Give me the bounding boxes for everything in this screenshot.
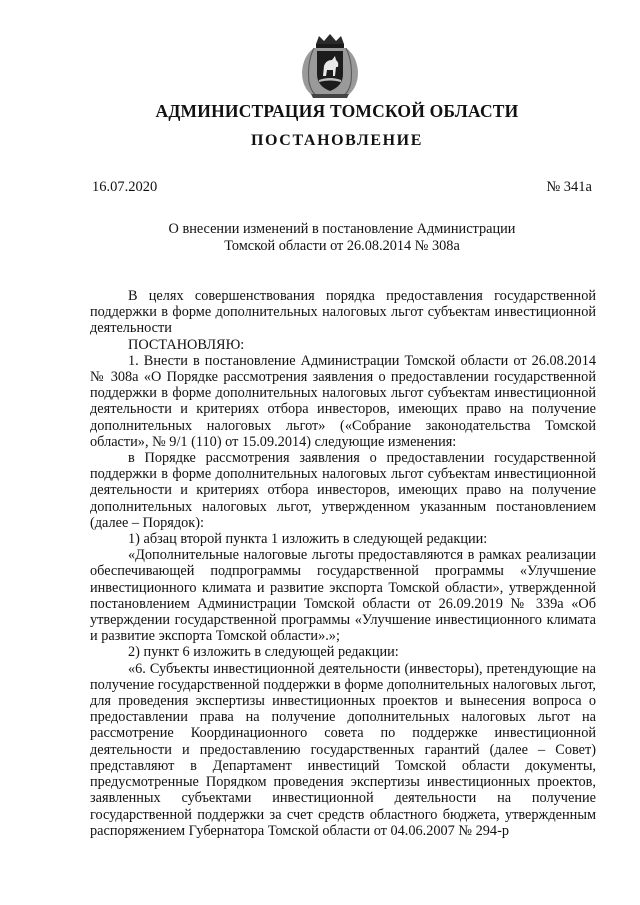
document-type-title: ПОСТАНОВЛЕНИЕ (251, 132, 423, 149)
subject-line: Томской области от 26.08.2014 № 308а (224, 237, 460, 254)
body-paragraph: 1) абзац второй пункта 1 изложить в следующей редакции: (128, 531, 488, 548)
document-body (90, 288, 596, 839)
body-paragraph: 2) пункт 6 изложить в следующей редакции: (128, 644, 399, 661)
tomsk-coat-of-arms-icon (299, 32, 361, 100)
document-number: № 341а (546, 179, 592, 195)
body-paragraph: «6. Субъекты инвестиционной деятельности (инвесторы), претендующие на получение государственной поддержки в форме дополнительных налоговых льгот, для проведения экспертизы инвестиционных проектов и вынесения вопроса о предоставлении права на получение дополнительных налоговых льгот на рассмотрение Координационного совета по поддержке инвестиционной деятельности и предоставлению государственных гарантий (далее – Совет) представляют в Департамент инвестиций Томской области документы, предусмотренные Порядком проведения экспертизы инвестиционных проектов, заявленных субъектами инвестиционной деятельности на получение государственной поддержки за счет средств областного бюджета, утвержденным распоряжением Губернатора Томской области от 04.06.2007 № 294-р (90, 660, 596, 839)
preamble-paragraph: В целях совершенствования порядка предоставления государственной поддержки в форме дополнительных налоговых льгот субъектам инвестиционной деятельности (90, 288, 596, 337)
document-date: 16.07.2020 (92, 179, 158, 195)
resolve-heading: ПОСТАНОВЛЯЮ: (128, 336, 245, 353)
organization-title: АДМИНИСТРАЦИЯ ТОМСКОЙ ОБЛАСТИ (155, 101, 519, 121)
subject-line: О внесении изменений в постановление Администрации (168, 221, 516, 237)
body-paragraph: «Дополнительные налоговые льготы предоставляются в рамках реализации обеспечивающей подпрограммы государственной программы «Улучшение инвестиционного климата и развитие экспорта Томской области», утвержденной постановлением Администрации Томской области от 26.09.2019 № 339а «Об утверждении государственной программы «Улучшение инвестиционного климата и развитие экспорта Томской области».»; (90, 547, 596, 645)
document-subject (92, 221, 592, 254)
body-paragraph: в Порядке рассмотрения заявления о предоставлении государственной поддержки в форме дополнительных налоговых льгот субъектам инвестиционной деятельности и критериях отбора инвесторов, имеющих право на получение дополнительных налоговых льгот, утвержденном указанным постановлением (далее – Порядок): (90, 450, 596, 531)
body-paragraph: 1. Внести в постановление Администрации Томской области от 26.08.2014 № 308а «О Порядке рассмотрения заявления о предоставлении государственной поддержки в форме дополнительных налоговых льгот субъектам инвестиционной деятельности и критериях отбора инвесторов, имеющих право на получение дополнительных налоговых льгот» («Собрание законодательства Томской области», № 9/1 (110) от 15.09.2014) следующие изменения: (90, 352, 596, 450)
